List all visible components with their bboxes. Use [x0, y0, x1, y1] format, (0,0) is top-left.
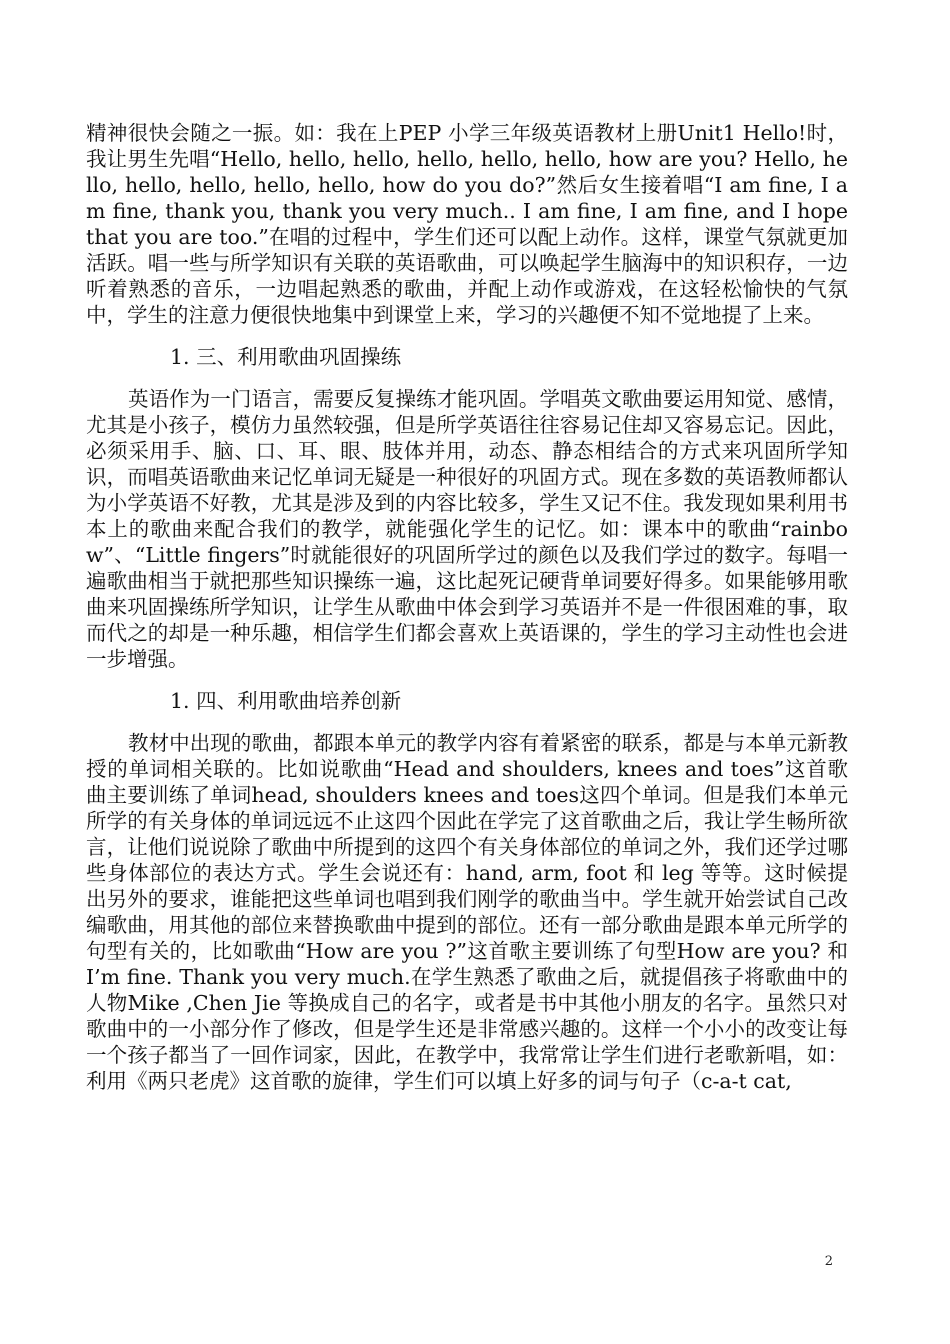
- section-heading-consolidate-practice: 1. 三、利用歌曲巩固操练: [170, 345, 402, 369]
- paragraph-song-warmup: 精神很快会随之一振。如：我在上PEP 小学三年级英语教材上册Unit1 Hello!时，我让男生先唱“Hello, hello, hello, hello, hello, hello, how are you? Hello, hello, hello, hello, hello, hello, how do you do?”然后女生接着唱“I am fine, I am fine, thank you, thank you very much.. I am fine, I am fine, and I hope that you are too.”在唱的过程中，学生们还可以配上动作。这样，课堂气氛就更加活跃。唱一些与所学知识有关联的英语歌曲，可以唤起学生脑海中的知识积存，一边听着熟悉的音乐，一边唱起熟悉的歌曲，并配上动作或游戏，在这轻松愉快的气氛中，学生的注意力便很快地集中到课堂上来，学习的兴趣便不知不觉地提了上来。: [86, 121, 848, 327]
- paragraph-creativity: 教材中出现的歌曲，都跟本单元的教学内容有着紧密的联系，都是与本单元新教授的单词相关联的。比如说歌曲“Head and shoulders, knees and toes”这首歌曲主要训练了单词head, shoulders knees and toes这四个单词。但是我们本单元所学的有关身体的单词远远不止这四个因此在学完了这首歌曲之后，我让学生畅所欲言，让他们说说除了歌曲中所提到的这四个有关身体部位的单词之外，我们还学过哪些身体部位的表达方式。学生会说还有：hand, arm, foot 和 leg 等等。这时候提出另外的要求，谁能把这些单词也唱到我们刚学的歌曲当中。学生就开始尝试自己改编歌曲，用其他的部位来替换歌曲中提到的部位。还有一部分歌曲是跟本单元所学的句型有关的，比如歌曲“How are you ?”这首歌主要训练了句型How are you? 和I’m fine. Thank you very much.在学生熟悉了歌曲之后，就提倡孩子将歌曲中的人物Mike ,Chen Jie 等换成自己的名字，或者是书中其他小朋友的名字。虽然只对歌曲中的一小部分作了修改，但是学生还是非常感兴趣的。这样一个小小的改变让每一个孩子都当了一回作词家，因此，在教学中，我常常让学生们进行老歌新唱，如：利用《两只老虎》这首歌的旋律，学生们可以填上好多的词与句子（c-a-t cat,: [86, 731, 848, 1093]
- section-heading-creativity: 1. 四、利用歌曲培养创新: [170, 689, 402, 713]
- document-body: [86, 120, 848, 1094]
- paragraph-consolidate-practice: 英语作为一门语言，需要反复操练才能巩固。学唱英文歌曲要运用知觉、感情，尤其是小孩子，模仿力虽然较强，但是所学英语往往容易记住却又容易忘记。因此，必须采用手、脑、口、耳、眼、肢体并用，动态、静态相结合的方式来巩固所学知识，而唱英语歌曲来记忆单词无疑是一种很好的巩固方式。现在多数的英语教师都认为小学英语不好教，尤其是涉及到的内容比较多，学生又记不住。我发现如果利用书本上的歌曲来配合我们的教学，就能强化学生的记忆。如：课本中的歌曲“rainbow”、“Little fingers”时就能很好的巩固所学过的颜色以及我们学过的数字。每唱一遍歌曲相当于就把那些知识操练一遍，这比起死记硬背单词要好得多。如果能够用歌曲来巩固操练所学知识，让学生从歌曲中体会到学习英语并不是一件很困难的事，取而代之的却是一种乐趣，相信学生们都会喜欢上英语课的，学生的学习主动性也会进一步增强。: [86, 387, 848, 671]
- page-number: 2: [824, 1254, 833, 1269]
